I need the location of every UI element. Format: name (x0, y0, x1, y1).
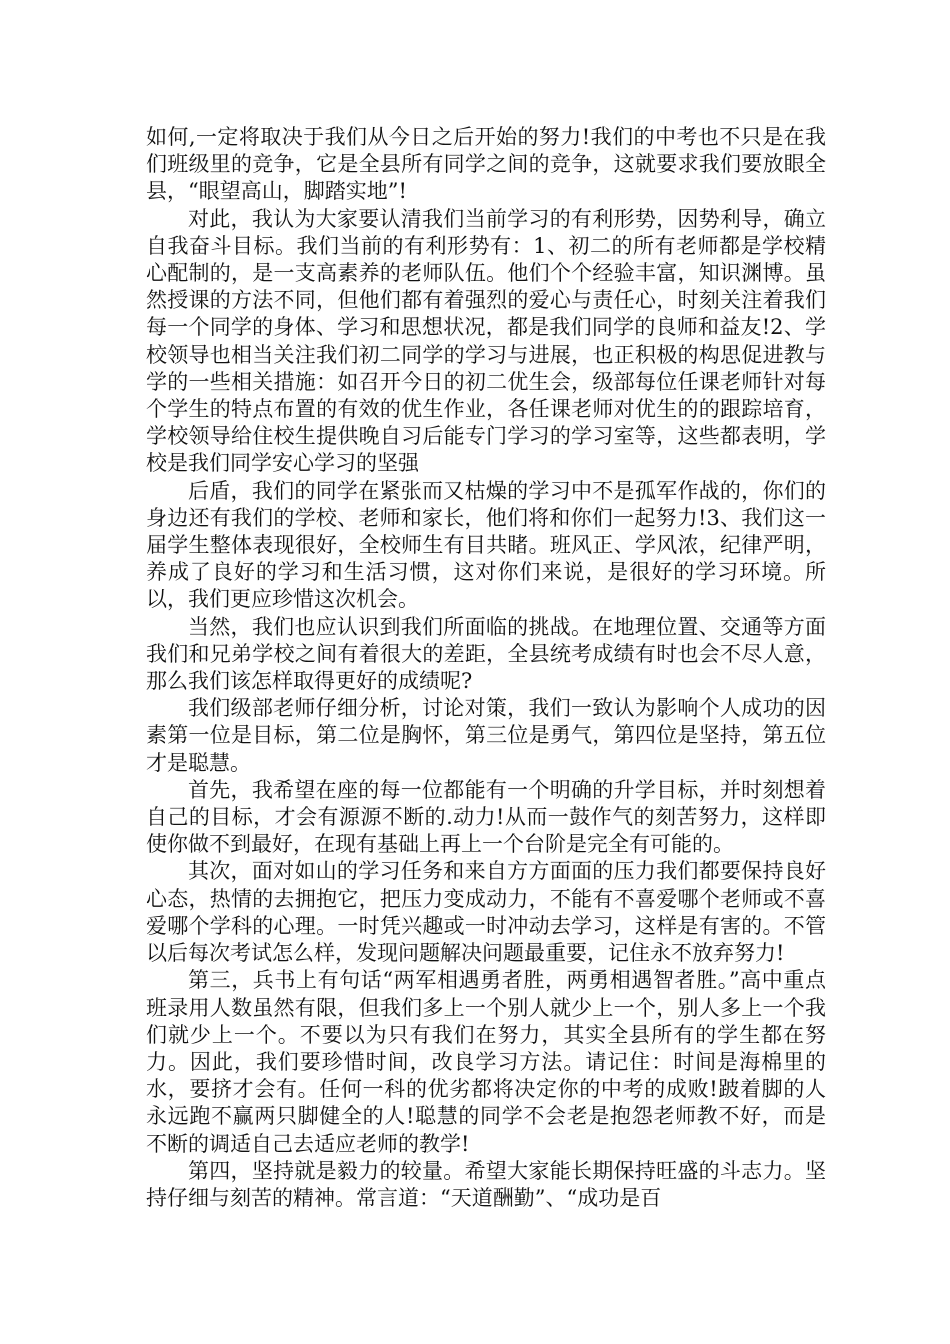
paragraph: 第四，坚持就是毅力的较量。希望大家能长期保持旺盛的斗志力。坚持仔细与刻苦的精神。常言道：“天道酬勤”、“成功是百 (146, 1158, 826, 1210)
paragraph: 对此，我认为大家要认清我们当前学习的有利形势，因势利导，确立自我奋斗目标。我们当前的有利形势有：1、初二的所有老师都是学校精心配制的，是一支高素养的老师队伍。他们个个经验丰富，知识渊博。虽然授课的方法不同，但他们都有着强烈的爱心与责任心，时刻关注着我们每一个同学的身体、学习和思想状况，都是我们同学的良师和益友!2、学校领导也相当关注我们初二同学的学习与进展，也正积极的构思促进教与学的一些相关措施：如召开今日的初二优生会，级部每位任课老师针对每个学生的特点布置的有效的优生作业，各任课老师对优生的的跟踪培育，学校领导给住校生提供晚自习后能专门学习的学习室等，这些都表明，学校是我们同学安心学习的坚强 (146, 206, 826, 476)
paragraph: 首先，我希望在座的每一位都能有一个明确的升学目标，并时刻想着自己的目标，才会有源源不断的.动力!从而一鼓作气的刻苦努力，这样即使你做不到最好，在现有基础上再上一个台阶是完全有可能的。 (146, 777, 826, 857)
paragraph: 后盾，我们的同学在紧张而又枯燥的学习中不是孤军作战的，你们的身边还有我们的学校、老师和家长，他们将和你们一起努力!3、我们这一届学生整体表现很好，全校师生有目共睹。班风正、学风浓，纪律严明，养成了良好的学习和生活习惯，这对你们来说，是很好的学习环境。所以，我们更应珍惜这次机会。 (146, 478, 826, 612)
paragraph: 当然，我们也应认识到我们所面临的挑战。在地理位置、交通等方面我们和兄弟学校之间有着很大的差距，全县统考成绩有时也会不尽人意，那么我们该怎样取得更好的成绩呢? (146, 614, 826, 694)
body-text (146, 124, 826, 1212)
paragraph: 我们级部老师仔细分析，讨论对策，我们一致认为影响个人成功的因素第一位是目标，第二位是胸怀，第三位是勇气，第四位是坚持，第五位才是聪慧。 (146, 696, 826, 775)
paragraph: 其次，面对如山的学习任务和来自方方面面的压力我们都要保持良好心态，热情的去拥抱它，把压力变成动力，不能有不喜爱哪个老师或不喜爱哪个学科的心理。一时凭兴趣或一时冲动去学习，这样是有害的。不管以后每次考试怎么样，发现问题解决问题最重要，记住永不放弃努力! (146, 859, 826, 966)
paragraph: 如何,一定将取决于我们从今日之后开始的努力!我们的中考也不只是在我们班级里的竞争，它是全县所有同学之间的竞争，这就要求我们要放眼全县，“眼望高山，脚踏实地”! (146, 125, 826, 204)
paragraph: 第三，兵书上有句话“两军相遇勇者胜，两勇相遇智者胜。”高中重点班录用人数虽然有限，但我们多上一个别人就少上一个，别人多上一个我们就少上一个。不要以为只有我们在努力，其实全县所有的学生都在努力。因此，我们要珍惜时间，改良学习方法。请记住：时间是海棉里的水，要挤才会有。任何一科的优劣都将决定你的中考的成败!跛着脚的人永远跑不赢两只脚健全的人!聪慧的同学不会老是抱怨老师教不好，而是不断的调适自己去适应老师的教学! (146, 968, 826, 1156)
